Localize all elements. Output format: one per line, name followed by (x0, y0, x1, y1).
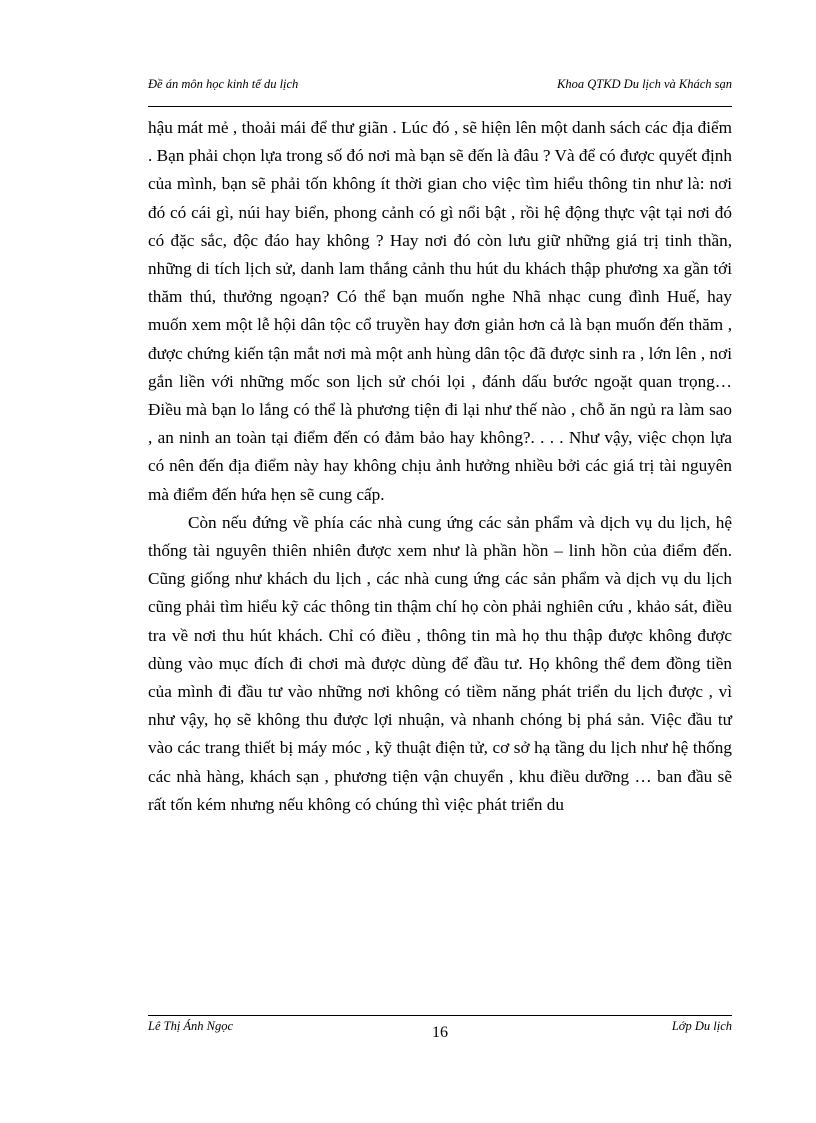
page-footer (148, 1015, 732, 1046)
paragraph: hậu mát mẻ , thoải mái để thư giãn . Lúc đó , sẽ hiện lên một danh sách các địa điểm . Bạn phải chọn lựa trong số đó nơi mà bạn sẽ đến là đâu ? Và để có được quyết định của mình, bạn sẽ phải tốn không ít thời gian cho việc tìm hiểu thông tin như là: nơi đó có cái gì, núi hay biển, phong cảnh có gì nổi bật , rồi hệ động thực vật tại nơi đó có đặc sắc, độc đáo hay không ? Hay nơi đó còn lưu giữ những giá trị tinh thần, những di tích lịch sử, danh lam thắng cảnh thu hút du khách thập phương xa gần tới thăm thú, thưởng ngoạn? Có thể bạn muốn nghe Nhã nhạc cung đình Huế, hay muốn xem một lễ hội dân tộc cổ truyền hay đơn giản hơn cả là bạn muốn đến thăm , được chứng kiến tận mắt nơi mà một anh hùng dân tộc đã được sinh ra , lớn lên , nơi gắn liền với những mốc son lịch sử chói lọi , đánh dấu bước ngoặt quan trọng… Điều mà bạn lo lắng có thể là phương tiện đi lại như thế nào , chỗ ăn ngủ ra làm sao , an ninh an toàn tại điểm đến có đảm bảo hay không?. . . . Như vậy, việc chọn lựa có nên đến địa điểm này hay không chịu ảnh hưởng nhiều bởi các giá trị tài nguyên mà điểm đến hứa hẹn sẽ cung cấp. (148, 118, 732, 504)
paragraph: Còn nếu đứng về phía các nhà cung ứng các sản phẩm và dịch vụ du lịch, hệ thống tài nguyên thiên nhiên được xem như là phần hồn – linh hồn của điểm đến. Cũng giống như khách du lịch , các nhà cung ứng các sản phẩm và dịch vụ du lịch cũng phải tìm hiểu kỹ các thông tin thậm chí họ còn phải nghiên cứu , khảo sát, điều tra về nơi thu hút khách. Chỉ có điều , thông tin mà họ thu thập được không được dùng vào mục đích đi chơi mà được dùng để đầu tư. Họ không thể đem đồng tiền của mình đi đầu tư vào những nơi không có tiềm năng phát triển du lịch được , vì như vậy, họ sẽ không thu được lợi nhuận, và nhanh chóng bị phá sản. Việc đầu tư vào các trang thiết bị máy móc , kỹ thuật điện tử, cơ sở hạ tầng du lịch như hệ thống các nhà hàng, khách sạn , phương tiện vận chuyển , khu điều dưỡng … ban đầu sẽ rất tốn kém nhưng nếu không có chúng thì việc phát triển du (148, 512, 732, 814)
footer-class: Lớp Du lịch (671, 1019, 732, 1033)
header-faculty: Khoa QTKD Du lịch và Khách sạn (557, 77, 732, 91)
page-header (148, 76, 732, 107)
page-number: 16 (432, 1024, 448, 1041)
header-course-title: Đề án môn học kinh tế du lịch (148, 77, 299, 91)
footer-author: Lê Thị Ánh Ngọc (148, 1019, 234, 1033)
document-body (148, 114, 732, 819)
